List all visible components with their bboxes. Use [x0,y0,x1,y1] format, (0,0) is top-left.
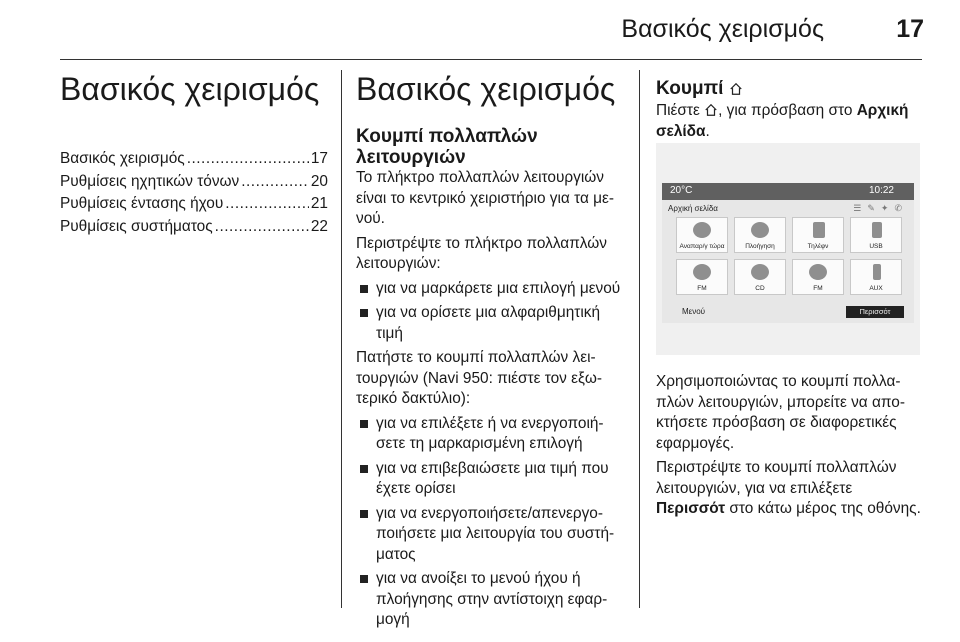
temperature-readout: 20°C [670,185,693,196]
header-title: Βασικός χειρισμός [621,15,824,43]
header-divider [60,59,922,60]
app-tile-am[interactable] [792,259,844,295]
paragraph [656,101,924,142]
app-tile-fm[interactable] [676,259,728,295]
toc-entry[interactable] [60,148,328,171]
toc-entry[interactable] [60,193,328,216]
app-tile-now-playing[interactable] [676,217,728,253]
paragraph [656,458,924,520]
subsection-title [656,78,924,99]
globe-icon [751,222,769,238]
screen-home-label: Αρχική σελίδα [668,204,718,213]
bullet-item: για να επιβεβαιώσετε μια τιμή που έχετε ορίσει [356,459,626,500]
home-screen-figure [656,143,920,355]
column-divider-1 [341,70,342,608]
tile-label: AUX [869,285,883,292]
page-header [0,0,960,62]
tile-label: CD [755,285,765,292]
toc-page: 20 [310,172,328,190]
home-page-term: Αρχική σελίδα [656,102,909,140]
toc-leader [187,148,309,171]
text-run: στο κάτω μέρος της οθόνης. [729,500,921,517]
toc-label: Βασικός χειρισμός [60,150,185,167]
screen-status-bar [662,183,914,200]
app-tile-aux[interactable] [850,259,902,295]
home-icon [729,82,743,96]
usb-icon [872,222,882,238]
screen-menu-label[interactable]: Μενού [682,307,706,316]
toc-entry[interactable] [60,216,328,239]
bullet-item: για να ενεργοποιήσετε/απενεργο‐ ποιήσετε μια λειτουργία του συστή‐ ματος [356,504,626,566]
text-run: , για πρόσβαση στο [718,102,853,119]
bullet-item: για να ανοίξει το μενού ήχου ή πλοήγησης στην αντίστοιχη εφαρ‐ μογή [356,569,626,631]
app-tile-navigation[interactable] [734,217,786,253]
table-of-contents [60,148,328,238]
aux-plug-icon [873,264,881,280]
status-icons: ☰✎✦✆ [853,203,908,213]
bullet-item: για να ορίσετε μια αλφαριθμητική τιμή [356,303,626,344]
column-divider-2 [639,70,640,608]
app-tile-cd[interactable] [734,259,786,295]
clock-readout: 10:22 [868,185,894,196]
multifunction-knob-column [356,70,626,631]
subsection-title: Κουμπί πολλαπλών λειτουργιών [356,126,538,168]
infotainment-screen [662,183,914,323]
chapter-title: Βασικός χειρισμός [60,71,320,107]
radio-icon [693,264,711,280]
section-heading: Βασικός χειρισμός [356,71,616,107]
subsection-title-text: Κουμπί [656,78,724,99]
screen-more-button[interactable]: Περισσότ [846,306,904,318]
tile-label: Αναπαρ/γ τώρα [679,243,725,250]
music-icon [693,222,711,238]
paragraph: Πατήστε το κουμπί πολλαπλών λει‐ τουργιών (Navi 950: πιέστε τον εξω‐ τερικό δακτύλιο): [356,349,603,407]
text-run: . [705,122,710,140]
bullet-item: για να επιλέξετε ή να ενεργοποιή‐ σετε τη μαρκαρισμένη επιλογή [356,414,626,455]
paragraph: Περιστρέψτε το πλήκτρο πολλαπλών λειτουργιών: [356,234,607,272]
page-number: 17 [896,15,924,43]
text-run: Περιστρέψτε το κουμπί πολλαπλών λειτουργιών, για να επιλέξετε [656,459,897,497]
phone-icon [813,222,825,238]
paragraph: Το πλήκτρο πολλαπλών λειτουργιών είναι το κεντρικό χειριστήριο για τα με‐ νού. [356,169,614,227]
toc-page: 17 [310,150,328,167]
text-run: Πιέστε [656,102,700,119]
tile-label: FM [813,285,823,292]
bullet-item: για να μαρκάρετε μια επιλογή μενού [356,279,626,300]
chapter-toc-column [60,70,328,238]
radio-icon [809,264,827,280]
toc-page: 22 [310,217,328,235]
disc-icon [751,264,769,280]
toc-label: Ρυθμίσεις συστήματος [60,217,213,235]
app-tile-phone[interactable] [792,217,844,253]
toc-label: Ρυθμίσεις ηχητικών τόνων [60,172,240,190]
home-icon [704,103,718,117]
app-tile-usb[interactable] [850,217,902,253]
home-button-column-lower [656,372,924,520]
tile-label: USB [869,243,883,250]
tile-label: FM [697,285,707,292]
more-term: Περισσότ [656,500,726,517]
toc-page: 21 [310,195,328,212]
toc-leader [215,216,309,239]
toc-label: Ρυθμίσεις έντασης ήχου [60,195,224,212]
tile-label: Πλοήγηση [745,243,775,250]
home-button-column [656,78,924,142]
paragraph: Χρησιμοποιώντας το κουμπί πολλα‐ πλών λειτουργιών, μπορείτε να απο‐ κτήσετε πρόσβαση σε διαφορετικές εφαρμογές. [656,373,905,452]
toc-entry[interactable] [60,171,328,194]
tile-label: Τηλέφν [807,243,829,250]
toc-leader [241,171,309,194]
toc-leader [225,193,309,216]
